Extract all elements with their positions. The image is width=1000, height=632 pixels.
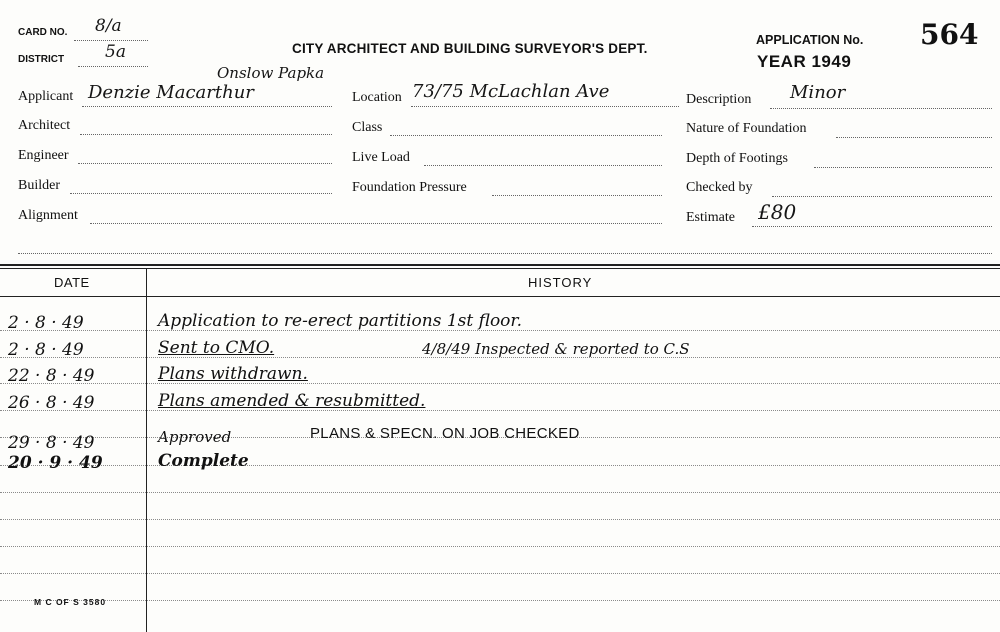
history-date: 29 · 8 · 49 (8, 433, 95, 453)
card-no-value: 8/a (95, 16, 122, 36)
history-date: 2 · 8 · 49 (8, 340, 84, 360)
district-value: 5a (105, 42, 126, 62)
inspection-stamp: PLANS & SPECN. ON JOB CHECKED (310, 425, 580, 442)
district-label: DISTRICT (18, 54, 65, 65)
history-entry: Plans withdrawn. (158, 364, 308, 384)
application-label: APPLICATION No. (756, 33, 864, 47)
location-label: Location (352, 90, 402, 105)
architect-label: Architect (18, 118, 71, 133)
description-value: Minor (790, 82, 846, 103)
history-date: 26 · 8 · 49 (8, 393, 95, 413)
history-header: HISTORY (528, 275, 593, 290)
applicant-note: Onslow Papka (217, 64, 325, 82)
applicant-label: Applicant (18, 89, 74, 104)
engineer-label: Engineer (18, 148, 69, 163)
history-date: 20 · 9 · 49 (8, 453, 103, 473)
history-entry: Plans amended & resubmitted. (158, 391, 426, 411)
depth-of-footings-label: Depth of Footings (686, 151, 788, 166)
history-date: 22 · 8 · 49 (8, 366, 95, 386)
form-code: M C OF S 3580 (34, 597, 107, 607)
year-label: YEAR 1949 (757, 52, 852, 71)
date-header: DATE (54, 275, 90, 290)
estimate-value: £80 (758, 200, 797, 224)
history-entry: Application to re-erect partitions 1st floor. (158, 311, 523, 331)
history-entry-note: 4/8/49 Inspected & reported to C.S (422, 340, 690, 358)
history-entry: Approved (158, 428, 232, 446)
class-label: Class (352, 120, 383, 135)
builder-label: Builder (18, 178, 60, 193)
foundation-pressure-label: Foundation Pressure (352, 180, 467, 195)
description-label: Description (686, 92, 752, 107)
department-title: CITY ARCHITECT AND BUILDING SURVEYOR'S DEPT. (292, 41, 648, 56)
alignment-label: Alignment (18, 208, 78, 223)
history-date: 2 · 8 · 49 (8, 313, 84, 333)
checked-by-label: Checked by (686, 180, 753, 195)
applicant-value: Denzie Macarthur (88, 82, 254, 103)
location-value: 73/75 McLachlan Ave (412, 81, 610, 102)
nature-of-foundation-label: Nature of Foundation (686, 121, 807, 136)
history-entry: Sent to CMO. (158, 338, 275, 358)
application-number: 564 (920, 18, 979, 51)
card-no-label: CARD NO. (18, 27, 68, 38)
live-load-label: Live Load (352, 150, 410, 165)
history-entry: Complete (158, 451, 249, 471)
estimate-label: Estimate (686, 210, 735, 225)
